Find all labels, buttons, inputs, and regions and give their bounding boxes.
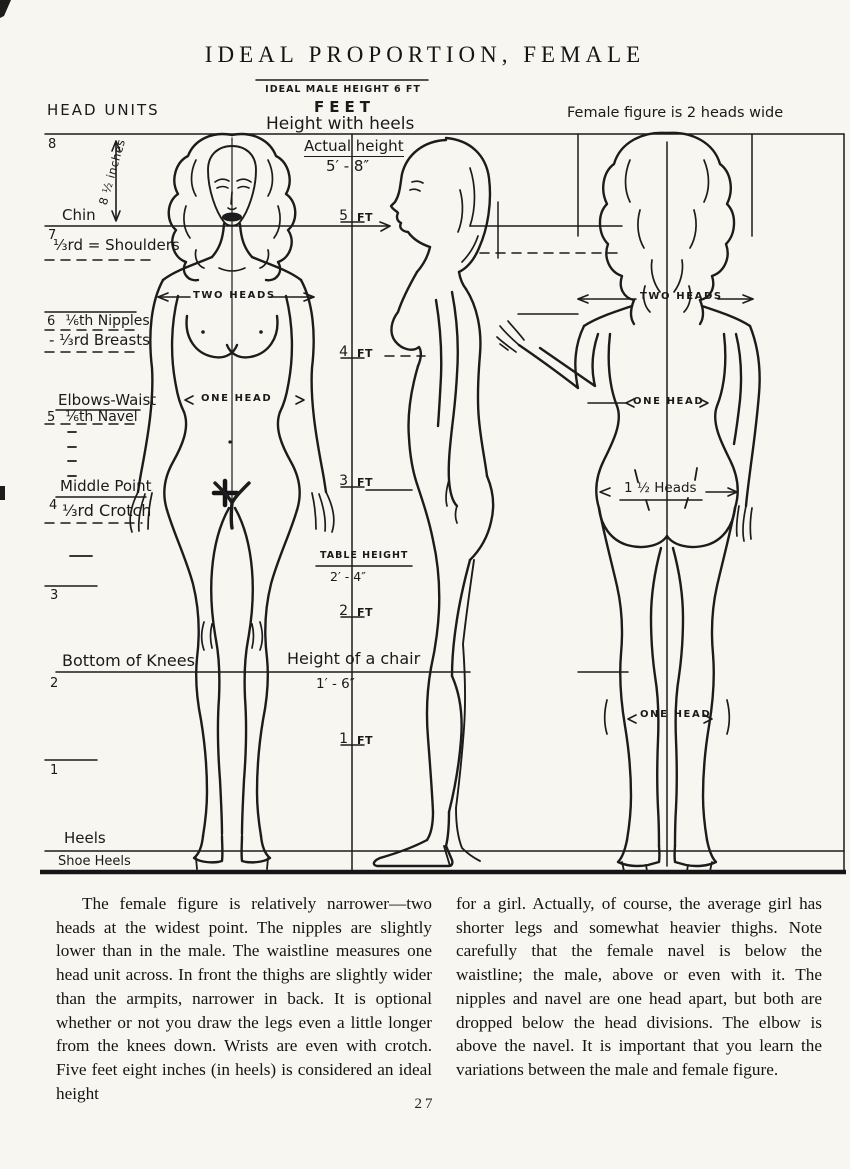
back-two-heads-label: TWO HEADS bbox=[640, 291, 723, 302]
tick-4ft-unit: FT bbox=[357, 347, 374, 360]
unit-3: 3 bbox=[50, 588, 59, 603]
unit-7: 7 bbox=[48, 228, 57, 243]
body-text-col1: The female figure is relatively narrower—two heads at the widest point. The nipples are slightly lower than in the male. The waistline measures one head unit across. In front the thighs are slightly wider than the armpits, narrower in back. It is optional whether or not you draw the legs even a little longer from the knees down. Wrists are even with crotch. Five feet eight inches (in heels) is considered an ideal height bbox=[56, 894, 432, 1103]
knees-one-head-label: ONE HEAD bbox=[640, 709, 712, 720]
side-figure bbox=[374, 138, 493, 866]
unit-1: 1 bbox=[50, 763, 59, 778]
body-text-col2: for a girl. Actually, of course, the average girl has shorter legs and somewhat heavier thighs. Note carefully that the female navel is below the waistline; the male, above or even with it. The nipples and navel are one head apart, but both are dropped below the head divisions. The elbow is above the navel. It is important that you learn the variations between the male and female figure. bbox=[456, 894, 822, 1079]
tick-3ft: 3 bbox=[339, 473, 348, 489]
label-shoe-heels: Shoe Heels bbox=[58, 854, 131, 869]
actual-height-value: 5′ - 8″ bbox=[326, 157, 370, 175]
height-with-heels-label: Height with heels bbox=[266, 114, 415, 134]
back-figure bbox=[497, 133, 760, 871]
scan-marks bbox=[0, 0, 11, 500]
tick-2ft-unit: FT bbox=[357, 606, 374, 619]
actual-height-label: Actual height bbox=[304, 137, 404, 155]
tick-1ft: 1 bbox=[339, 731, 348, 747]
chair-height-label: Height of a chair bbox=[287, 649, 421, 668]
tick-4ft: 4 bbox=[339, 344, 348, 360]
page-number: 27 bbox=[414, 1096, 436, 1112]
hips-width-label: 1 ½ Heads bbox=[624, 480, 697, 496]
tick-1ft-unit: FT bbox=[357, 734, 374, 747]
unit-8: 8 bbox=[48, 137, 57, 152]
label-shoulders: ⅓rd = Shoulders bbox=[53, 236, 180, 254]
label-crotch: ⅓rd Crotch bbox=[62, 501, 152, 520]
label-chin: Chin bbox=[62, 206, 96, 224]
table-height-label: TABLE HEIGHT bbox=[320, 550, 409, 561]
unit-2: 2 bbox=[50, 676, 59, 691]
unit-6: 6 bbox=[47, 314, 56, 329]
front-one-head-label: ONE HEAD bbox=[201, 393, 273, 404]
ideal-male-height-note: IDEAL MALE HEIGHT 6 FT bbox=[265, 84, 421, 95]
tick-3ft-unit: FT bbox=[357, 476, 374, 489]
tick-5ft: 5 bbox=[339, 208, 348, 224]
measure-arrows bbox=[112, 141, 753, 723]
front-two-heads-label: TWO HEADS bbox=[193, 290, 276, 301]
female-width-note: Female figure is 2 heads wide bbox=[567, 105, 784, 121]
unit-4: 4 bbox=[49, 498, 58, 513]
tick-5ft-unit: FT bbox=[357, 211, 374, 224]
chair-height-value: 1′ - 6″ bbox=[316, 676, 355, 692]
body-text bbox=[56, 892, 822, 1105]
label-breasts: - ⅓rd Breasts bbox=[49, 331, 150, 349]
page-title: IDEAL PROPORTION, FEMALE bbox=[204, 42, 646, 67]
feet-scale-title: FEET bbox=[314, 98, 375, 116]
grid-lines bbox=[45, 80, 844, 872]
label-nipples: ⅙th Nipples bbox=[65, 313, 150, 329]
label-heels: Heels bbox=[64, 829, 106, 847]
label-bottom-of-knees: Bottom of Knees bbox=[62, 651, 195, 670]
head-height-note: 8 ½ inches bbox=[95, 137, 129, 207]
back-one-head-label: ONE HEAD bbox=[633, 396, 705, 407]
label-navel: ⅙th Navel bbox=[65, 409, 138, 425]
unit-5: 5 bbox=[47, 410, 56, 425]
tick-2ft: 2 bbox=[339, 603, 348, 619]
label-elbows-waist: Elbows-Waist bbox=[58, 391, 157, 409]
head-units-label: HEAD UNITS bbox=[47, 101, 160, 119]
label-middle-point: Middle Point bbox=[60, 477, 152, 495]
table-height-value: 2′ - 4″ bbox=[330, 569, 366, 584]
